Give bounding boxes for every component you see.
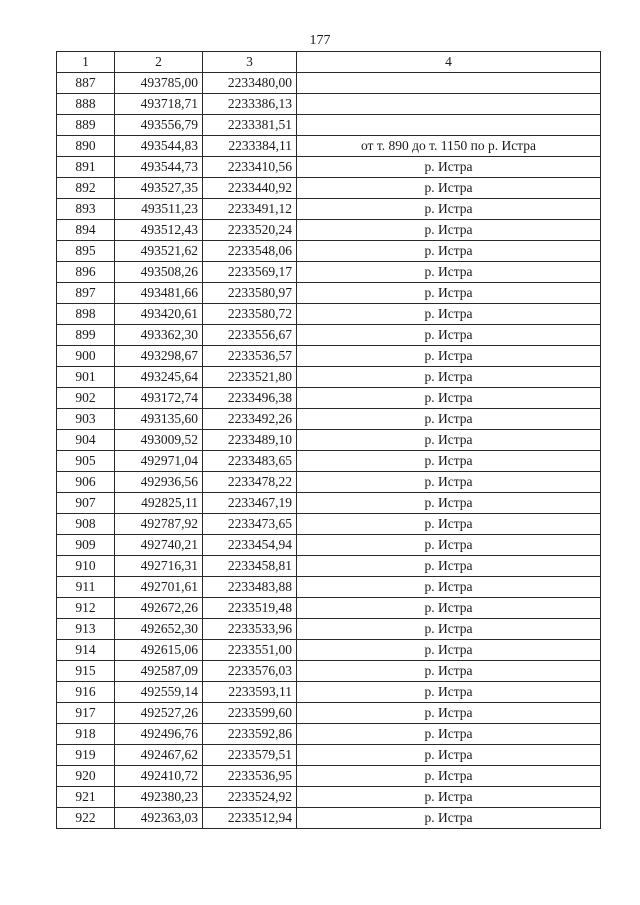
point-number-cell: 893: [57, 199, 115, 220]
point-number-cell: 899: [57, 325, 115, 346]
point-number-cell: 904: [57, 430, 115, 451]
x-coordinate-cell: 492740,21: [115, 535, 203, 556]
table-row: [57, 241, 601, 262]
description-cell: р. Истра: [297, 157, 601, 178]
table-row: [57, 703, 601, 724]
y-coordinate-cell: 2233569,17: [203, 262, 297, 283]
description-cell: [297, 115, 601, 136]
x-coordinate-cell: 492410,72: [115, 766, 203, 787]
y-coordinate-cell: 2233599,60: [203, 703, 297, 724]
point-number-cell: 901: [57, 367, 115, 388]
y-coordinate-cell: 2233536,57: [203, 346, 297, 367]
x-coordinate-cell: 493544,83: [115, 136, 203, 157]
x-coordinate-cell: 493508,26: [115, 262, 203, 283]
description-cell: р. Истра: [297, 388, 601, 409]
table-row: [57, 661, 601, 682]
x-coordinate-cell: 493556,79: [115, 115, 203, 136]
point-number-cell: 921: [57, 787, 115, 808]
table-row: [57, 178, 601, 199]
point-number-cell: 894: [57, 220, 115, 241]
table-row: [57, 556, 601, 577]
x-coordinate-cell: 492652,30: [115, 619, 203, 640]
table-row: [57, 535, 601, 556]
x-coordinate-cell: 493511,23: [115, 199, 203, 220]
y-coordinate-cell: 2233483,65: [203, 451, 297, 472]
description-cell: р. Истра: [297, 304, 601, 325]
x-coordinate-cell: 493172,74: [115, 388, 203, 409]
description-cell: р. Истра: [297, 241, 601, 262]
point-number-cell: 920: [57, 766, 115, 787]
table-row: [57, 724, 601, 745]
point-number-cell: 908: [57, 514, 115, 535]
x-coordinate-cell: 493245,64: [115, 367, 203, 388]
x-coordinate-cell: 492467,62: [115, 745, 203, 766]
y-coordinate-cell: 2233548,06: [203, 241, 297, 262]
y-coordinate-cell: 2233496,38: [203, 388, 297, 409]
table-row: [57, 199, 601, 220]
table-row: [57, 745, 601, 766]
point-number-cell: 905: [57, 451, 115, 472]
y-coordinate-cell: 2233556,67: [203, 325, 297, 346]
column-header-3: 3: [203, 52, 297, 73]
point-number-cell: 915: [57, 661, 115, 682]
x-coordinate-cell: 492825,11: [115, 493, 203, 514]
table-row: [57, 808, 601, 829]
y-coordinate-cell: 2233576,03: [203, 661, 297, 682]
description-cell: р. Истра: [297, 766, 601, 787]
table-row: [57, 451, 601, 472]
table-row: [57, 430, 601, 451]
column-header-1: 1: [57, 52, 115, 73]
point-number-cell: 900: [57, 346, 115, 367]
table-row: [57, 346, 601, 367]
point-number-cell: 897: [57, 283, 115, 304]
y-coordinate-cell: 2233492,26: [203, 409, 297, 430]
description-cell: р. Истра: [297, 787, 601, 808]
x-coordinate-cell: 492496,76: [115, 724, 203, 745]
description-cell: р. Истра: [297, 556, 601, 577]
table-row: [57, 325, 601, 346]
table-row: [57, 262, 601, 283]
table-row: [57, 94, 601, 115]
description-cell: от т. 890 до т. 1150 по р. Истра: [297, 136, 601, 157]
point-number-cell: 913: [57, 619, 115, 640]
x-coordinate-cell: 493521,62: [115, 241, 203, 262]
coordinates-table: [56, 51, 601, 829]
y-coordinate-cell: 2233536,95: [203, 766, 297, 787]
description-cell: р. Истра: [297, 808, 601, 829]
y-coordinate-cell: 2233478,22: [203, 472, 297, 493]
y-coordinate-cell: 2233520,24: [203, 220, 297, 241]
x-coordinate-cell: 493481,66: [115, 283, 203, 304]
description-cell: р. Истра: [297, 325, 601, 346]
x-coordinate-cell: 493420,61: [115, 304, 203, 325]
table-row: [57, 787, 601, 808]
y-coordinate-cell: 2233512,94: [203, 808, 297, 829]
description-cell: р. Истра: [297, 535, 601, 556]
x-coordinate-cell: 492936,56: [115, 472, 203, 493]
x-coordinate-cell: 492527,26: [115, 703, 203, 724]
description-cell: р. Истра: [297, 745, 601, 766]
point-number-cell: 912: [57, 598, 115, 619]
x-coordinate-cell: 492363,03: [115, 808, 203, 829]
y-coordinate-cell: 2233533,96: [203, 619, 297, 640]
x-coordinate-cell: 493718,71: [115, 94, 203, 115]
description-cell: р. Истра: [297, 493, 601, 514]
page-number: 177: [309, 33, 331, 48]
table-row: [57, 598, 601, 619]
point-number-cell: 898: [57, 304, 115, 325]
description-cell: р. Истра: [297, 451, 601, 472]
description-cell: р. Истра: [297, 346, 601, 367]
y-coordinate-cell: 2233491,12: [203, 199, 297, 220]
table-body: [57, 73, 601, 829]
y-coordinate-cell: 2233384,11: [203, 136, 297, 157]
description-cell: р. Истра: [297, 598, 601, 619]
y-coordinate-cell: 2233551,00: [203, 640, 297, 661]
table-row: [57, 115, 601, 136]
y-coordinate-cell: 2233519,48: [203, 598, 297, 619]
x-coordinate-cell: 492672,26: [115, 598, 203, 619]
point-number-cell: 902: [57, 388, 115, 409]
y-coordinate-cell: 2233489,10: [203, 430, 297, 451]
description-cell: р. Истра: [297, 409, 601, 430]
point-number-cell: 892: [57, 178, 115, 199]
table-row: [57, 367, 601, 388]
column-header-4: 4: [297, 52, 601, 73]
y-coordinate-cell: 2233579,51: [203, 745, 297, 766]
point-number-cell: 903: [57, 409, 115, 430]
table-row: [57, 157, 601, 178]
point-number-cell: 906: [57, 472, 115, 493]
point-number-cell: 922: [57, 808, 115, 829]
y-coordinate-cell: 2233473,65: [203, 514, 297, 535]
point-number-cell: 891: [57, 157, 115, 178]
description-cell: р. Истра: [297, 724, 601, 745]
point-number-cell: 888: [57, 94, 115, 115]
description-cell: р. Истра: [297, 682, 601, 703]
y-coordinate-cell: 2233524,92: [203, 787, 297, 808]
table-row: [57, 73, 601, 94]
description-cell: р. Истра: [297, 220, 601, 241]
description-cell: р. Истра: [297, 577, 601, 598]
y-coordinate-cell: 2233381,51: [203, 115, 297, 136]
x-coordinate-cell: 492587,09: [115, 661, 203, 682]
description-cell: р. Истра: [297, 367, 601, 388]
description-cell: р. Истра: [297, 514, 601, 535]
x-coordinate-cell: 493362,30: [115, 325, 203, 346]
description-cell: р. Истра: [297, 283, 601, 304]
x-coordinate-cell: 492615,06: [115, 640, 203, 661]
point-number-cell: 907: [57, 493, 115, 514]
table-row: [57, 493, 601, 514]
y-coordinate-cell: 2233454,94: [203, 535, 297, 556]
description-cell: р. Истра: [297, 178, 601, 199]
x-coordinate-cell: 492716,31: [115, 556, 203, 577]
description-cell: р. Истра: [297, 703, 601, 724]
table-header-row: [57, 52, 601, 73]
y-coordinate-cell: 2233410,56: [203, 157, 297, 178]
column-header-2: 2: [115, 52, 203, 73]
x-coordinate-cell: 493135,60: [115, 409, 203, 430]
point-number-cell: 890: [57, 136, 115, 157]
y-coordinate-cell: 2233480,00: [203, 73, 297, 94]
table-row: [57, 136, 601, 157]
x-coordinate-cell: 493785,00: [115, 73, 203, 94]
table-row: [57, 514, 601, 535]
description-cell: р. Истра: [297, 430, 601, 451]
point-number-cell: 889: [57, 115, 115, 136]
description-cell: р. Истра: [297, 661, 601, 682]
table-row: [57, 619, 601, 640]
x-coordinate-cell: 493009,52: [115, 430, 203, 451]
x-coordinate-cell: 493298,67: [115, 346, 203, 367]
x-coordinate-cell: 492559,14: [115, 682, 203, 703]
table-row: [57, 283, 601, 304]
table-row: [57, 472, 601, 493]
y-coordinate-cell: 2233521,80: [203, 367, 297, 388]
y-coordinate-cell: 2233592,86: [203, 724, 297, 745]
table-row: [57, 766, 601, 787]
point-number-cell: 887: [57, 73, 115, 94]
x-coordinate-cell: 492971,04: [115, 451, 203, 472]
table-row: [57, 409, 601, 430]
point-number-cell: 909: [57, 535, 115, 556]
y-coordinate-cell: 2233467,19: [203, 493, 297, 514]
point-number-cell: 910: [57, 556, 115, 577]
table-row: [57, 577, 601, 598]
table-row: [57, 304, 601, 325]
description-cell: р. Истра: [297, 472, 601, 493]
y-coordinate-cell: 2233483,88: [203, 577, 297, 598]
point-number-cell: 895: [57, 241, 115, 262]
description-cell: р. Истра: [297, 262, 601, 283]
table-row: [57, 388, 601, 409]
point-number-cell: 916: [57, 682, 115, 703]
description-cell: р. Истра: [297, 640, 601, 661]
x-coordinate-cell: 492701,61: [115, 577, 203, 598]
point-number-cell: 917: [57, 703, 115, 724]
point-number-cell: 918: [57, 724, 115, 745]
y-coordinate-cell: 2233580,72: [203, 304, 297, 325]
table-row: [57, 640, 601, 661]
y-coordinate-cell: 2233386,13: [203, 94, 297, 115]
table-row: [57, 682, 601, 703]
description-cell: р. Истра: [297, 199, 601, 220]
point-number-cell: 914: [57, 640, 115, 661]
point-number-cell: 911: [57, 577, 115, 598]
x-coordinate-cell: 493512,43: [115, 220, 203, 241]
x-coordinate-cell: 492380,23: [115, 787, 203, 808]
y-coordinate-cell: 2233580,97: [203, 283, 297, 304]
x-coordinate-cell: 493544,73: [115, 157, 203, 178]
table-row: [57, 220, 601, 241]
x-coordinate-cell: 493527,35: [115, 178, 203, 199]
description-cell: [297, 73, 601, 94]
point-number-cell: 919: [57, 745, 115, 766]
description-cell: р. Истра: [297, 619, 601, 640]
point-number-cell: 896: [57, 262, 115, 283]
y-coordinate-cell: 2233458,81: [203, 556, 297, 577]
description-cell: [297, 94, 601, 115]
y-coordinate-cell: 2233440,92: [203, 178, 297, 199]
x-coordinate-cell: 492787,92: [115, 514, 203, 535]
y-coordinate-cell: 2233593,11: [203, 682, 297, 703]
